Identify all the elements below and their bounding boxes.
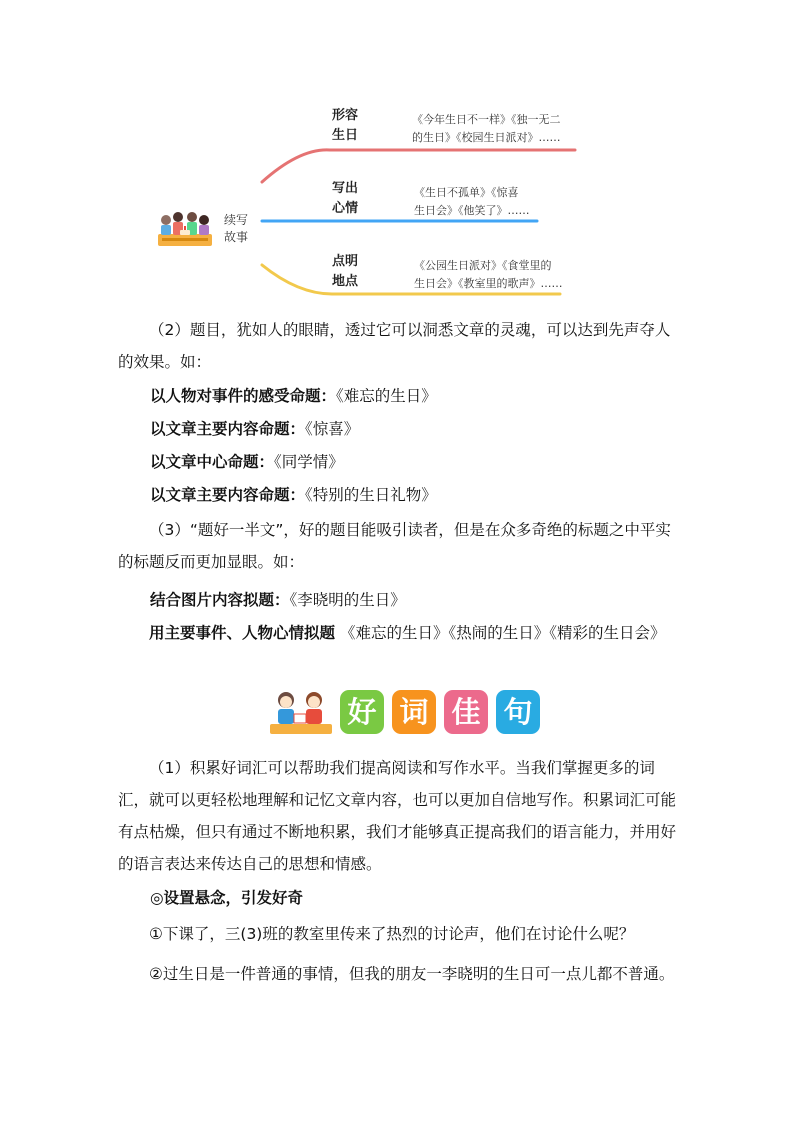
banner-tile-2: 词: [392, 690, 436, 734]
title-example-content-2: 以文章主要内容命题：《特别的生日礼物》: [150, 486, 437, 504]
suspense-example-1: ①下课了，三(3)班的教室里传来了热烈的讨论声，他们在讨论什么呢？: [149, 925, 635, 943]
mind-map: [0, 0, 794, 310]
banner-tile-3: 佳: [444, 690, 488, 734]
good-words-banner: [268, 688, 548, 738]
paragraph-vocabulary: （1）积累好词汇可以帮助我们提高阅读和写作水平。当我们掌握更多的词汇，就可以更轻松地理解和记忆文章内容，也可以更加自信地写作。积累词汇可能有点枯燥，但只有通过不断地积累，我们才能够真正提高我们的语言能力，并用好的语言表达来传达自己的思想和情感。: [118, 759, 677, 873]
kids-reading-icon: [268, 688, 334, 736]
branch-examples-place: 《公园生日派对》《食堂里的 生日会》《教室里的歌声》……: [414, 259, 563, 290]
branch-label-mood: 写出 心情: [332, 181, 359, 216]
banner-tile-4: 句: [496, 690, 540, 734]
branch-examples-mood: 《生日不孤单》《惊喜 生日会》《他笑了》……: [414, 186, 530, 217]
title-example-picture: 结合图片内容拟题：《李晓明的生日》: [150, 591, 406, 609]
branch-label-describe: 形容 生日: [332, 108, 359, 143]
title-example-emotion: 用主要事件、人物心情拟题 《难忘的生日》《热闹的生日》《精彩的生日会》: [149, 624, 666, 642]
suspense-example-2: ②过生日是一件普通的事情，但我的朋友一李晓明的生日可一点儿都不普通。: [149, 965, 675, 983]
banner-tile-1: 好: [340, 690, 384, 734]
family-dinner-illustration: [156, 208, 214, 248]
branch-line-describe: [262, 150, 575, 182]
title-example-feeling: 以人物对事件的感受命题：《难忘的生日》: [150, 387, 437, 405]
suspense-heading: ◎设置悬念，引发好奇: [150, 889, 304, 907]
branch-label-place: 点明 地点: [332, 254, 359, 289]
branch-examples-describe: 《今年生日不一样》《独一无二 的生日》《校园生日派对》……: [412, 113, 561, 144]
mind-map-branches: [0, 0, 794, 310]
paragraph-title-importance: （2）题目，犹如人的眼睛，透过它可以洞悉文章的灵魂，可以达到先声夺人的效果。如：: [118, 321, 671, 371]
title-example-content: 以文章主要内容命题：《惊喜》: [150, 420, 360, 438]
paragraph-good-title: （3）“题好一半文”，好的题目能吸引读者，但是在众多奇绝的标题之中平实的标题反而更加显眼。如：: [118, 521, 671, 571]
title-example-theme: 以文章中心命题：《同学情》: [150, 453, 344, 471]
center-label: 续写 故事: [224, 213, 249, 244]
